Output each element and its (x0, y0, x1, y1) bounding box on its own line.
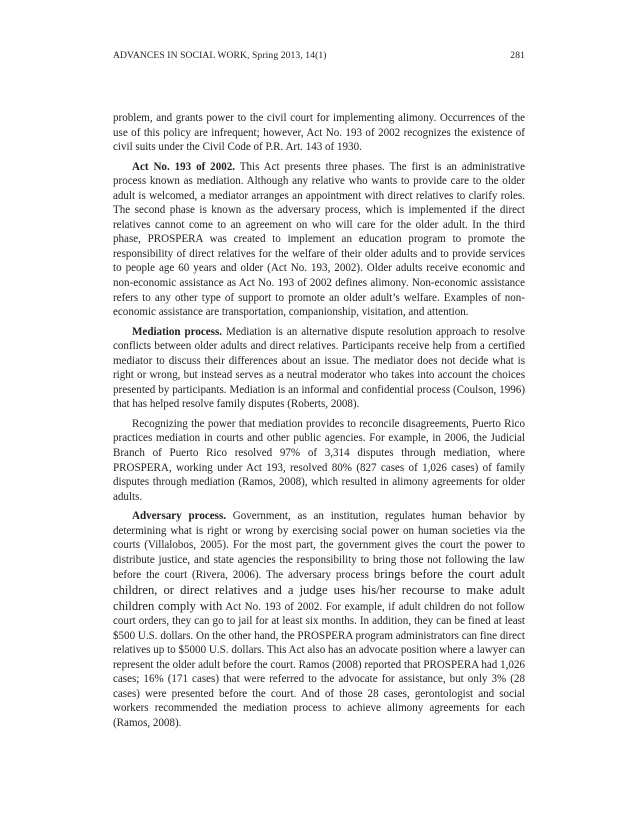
paragraph-text: This Act presents three phases. The first is an administrative process known as mediation. Although any relative who wants to provide care to the older adult is welcomed, a mediator arranges an appointment with direct relatives to clarify roles. The second phase is known as the adversary process, which is implemented if the direct relatives cannot come to an agreement on who will care for the older adult. In the third phase, PROSPERA was created to implement an education program to promote the responsibility of direct relatives for the welfare of their older adults and to provide services to people age 60 years and older (Act No. 193, 2002). Older adults receive economic and non-economic assistance as Act No. 193 of 2002 defines alimony. Non-economic assistance refers to any other type of support to promote an older adult’s welfare. Examples of non-economic assistance are transportation, companionship, visitation, and attention. (113, 160, 525, 319)
paragraph-continued (113, 111, 525, 155)
journal-title: ADVANCES IN SOCIAL WORK, Spring 2013, 14(1) (113, 50, 327, 61)
paragraph-adversary (113, 509, 525, 730)
paragraph-text: Government, as an institution, regulates human behavior by determining what is right or wrong by exercising social power on human societies via the courts (Villalobos, 2005). For the most part, the government gives the court the power to distribute justice, and state agencies the responsibility to bring those not following the law before the court (Rivera, 2006). The adversary process (113, 510, 526, 582)
article-body (113, 111, 525, 735)
paragraph-text-large: brings before the court adult children, or direct relatives and a judge uses his/her recourse to make adult children comply with (113, 567, 525, 613)
paragraph-act-193 (113, 160, 525, 320)
paragraph-text: Act No. 193 of 2002. For example, if adult children do not follow court orders, they can go to jail for at least six months. In addition, they can be fined at least $500 U.S. dollars. On the other hand, the PROSPERA program administrators can fine direct relatives up to $5000 U.S. dollars. This Act also has an advocate position where a lawyer can represent the older adult before the court. Ramos (2008) reported that PROSPERA had 1,026 cases; 16% (171 cases) that were referred to the advocate for assistance, but only 3% (28 cases) were presented before the court. And of those 28 cases, gerontologist and social workers recommended the mediation process to achieve alimony agreements for each (Ramos, 2008). (113, 600, 525, 729)
section-heading-act-193: Act No. 193 of 2002. (132, 160, 236, 173)
section-heading-mediation: Mediation process. (132, 325, 223, 338)
paragraph-recognizing (113, 417, 525, 504)
paragraph-text: problem, and grants power to the civil court for implementing alimony. Occurrences of the use of this policy are infrequent; however, Act No. 193 of 2002 recognizes the existence of civil suits under the Civil Code of P.R. Art. 143 of 1930. (113, 112, 525, 154)
running-header (113, 50, 525, 61)
paragraph-text: Mediation is an alternative dispute resolution approach to resolve conflicts between older adults and direct relatives. Participants receive help from a certified mediator to discuss their differences about an issue. The mediator does not decide what is right or wrong, but instead serves as a neutral moderator who takes into account the choices presented by participants. Mediation is an informal and confidential process (Coulson, 1996) that has helped resolve family disputes (Roberts, 2008). (113, 325, 525, 411)
page-number: 281 (510, 50, 525, 61)
paragraph-mediation (113, 325, 525, 412)
paragraph-text: Recognizing the power that mediation provides to reconcile disagreements, Puerto Rico practices mediation in courts and other public agencies. For example, in 2006, the Judicial Branch of Puerto Rico resolved 97% of 3,314 disputes through mediation, where PROSPERA, working under Act 193, resolved 80% (827 cases of 1,026 cases) of family disputes through mediation (Ramos, 2008), which resulted in alimony agreements for older adults. (113, 417, 525, 503)
section-heading-adversary: Adversary process. (132, 510, 227, 523)
